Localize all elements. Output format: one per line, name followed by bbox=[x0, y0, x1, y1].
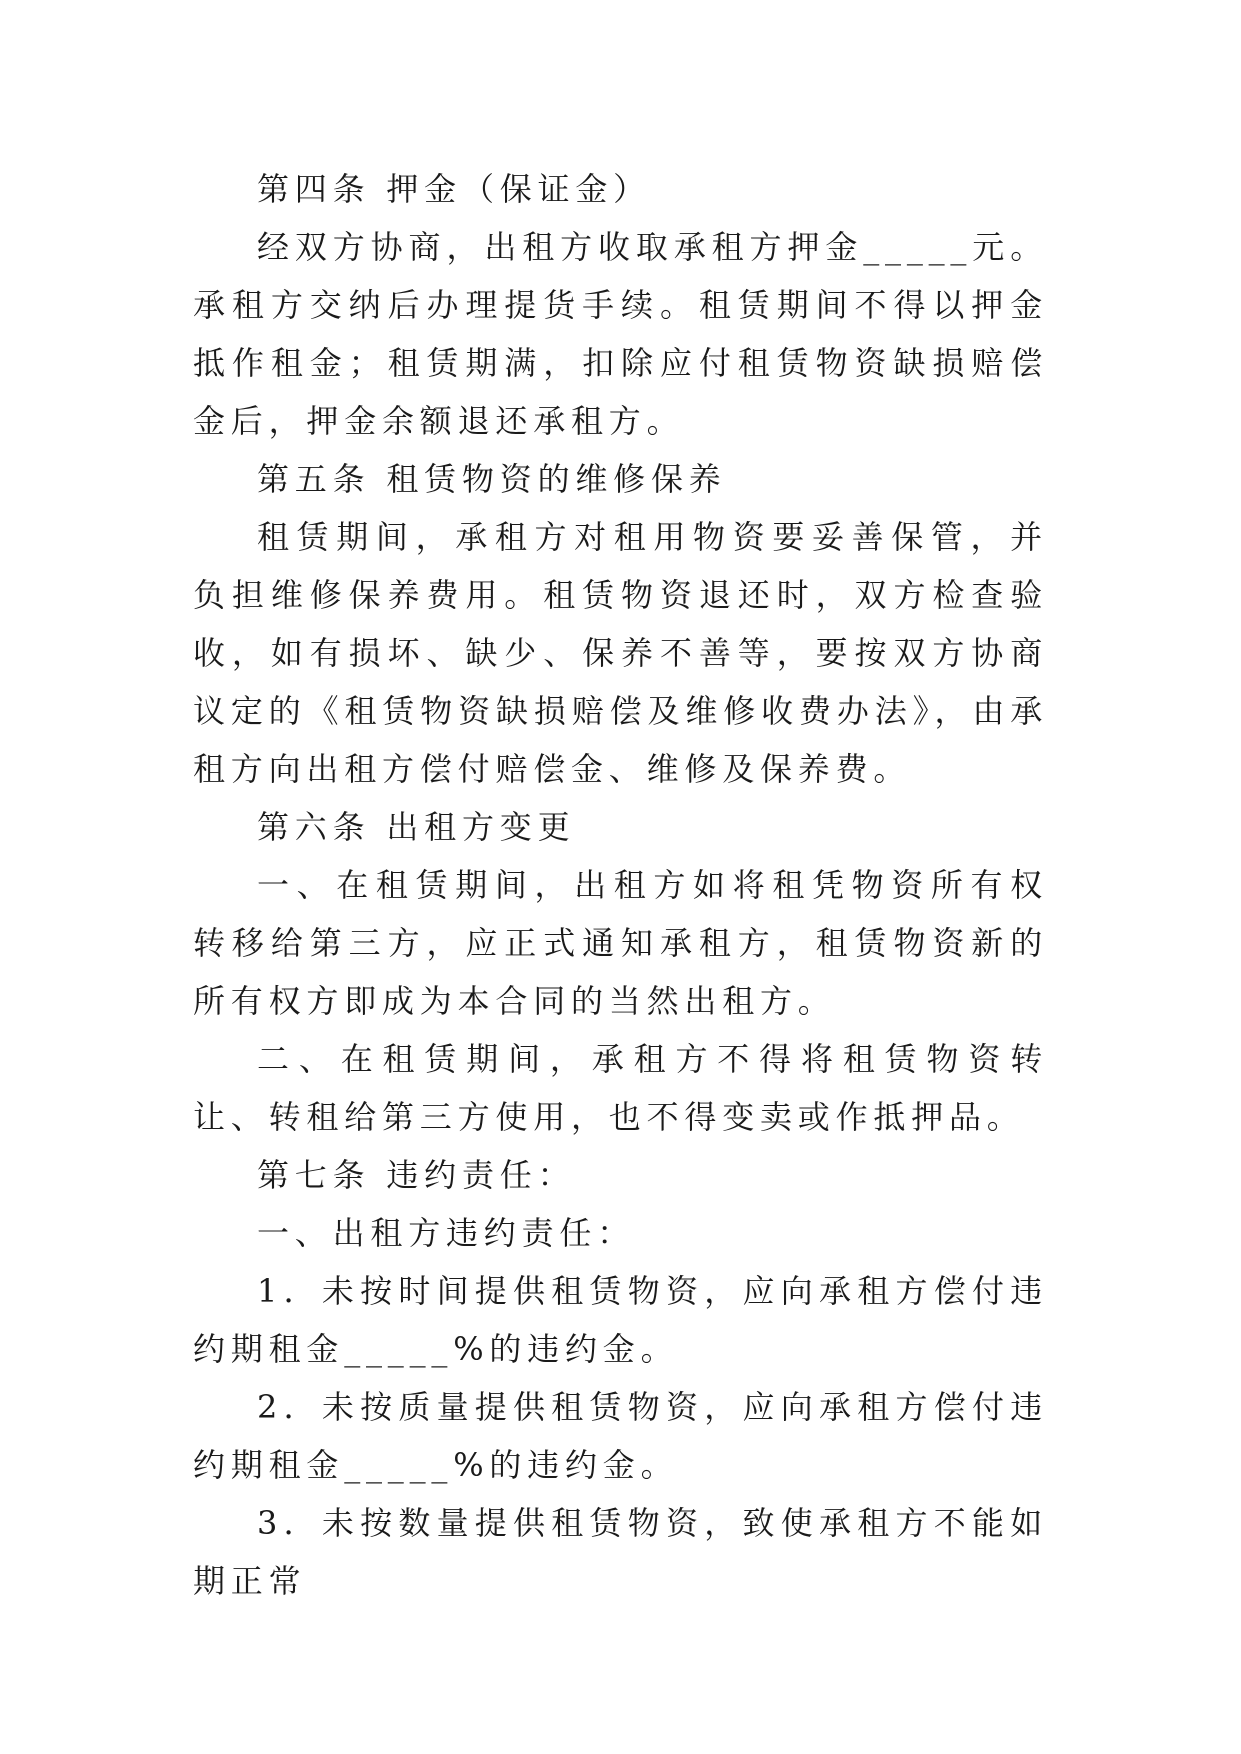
article-7-item-3: 3．未按数量提供租赁物资，致使承租方不能如期正常 bbox=[193, 1504, 1048, 1600]
document-body bbox=[193, 160, 1048, 1610]
article-5-heading: 第五条 租赁物资的维修保养 bbox=[257, 460, 727, 498]
article-7-item-1: 1．未按时间提供租赁物资，应向承租方偿付违约期租金_____%的违约金。 bbox=[193, 1272, 1048, 1368]
article-4-text: 经双方协商，出租方收取承租方押金_____元。承租方交纳后办理提货手续。租赁期间不得以押金抵作租金；租赁期满，扣除应付租赁物资缺损赔偿金后，押金余额退还承租方。 bbox=[193, 228, 1048, 440]
article-5-text: 租赁期间，承租方对租用物资要妥善保管，并负担维修保养费用。租赁物资退还时，双方检查验收，如有损坏、缺少、保养不善等，要按双方协商议定的《租赁物资缺损赔偿及维修收费办法》，由承租方向出租方偿付赔偿金、维修及保养费。 bbox=[193, 518, 1048, 788]
article-6-clause-2: 二、在租赁期间，承租方不得将租赁物资转让、转租给第三方使用，也不得变卖或作抵押品。 bbox=[193, 1040, 1048, 1136]
article-6-heading: 第六条 出租方变更 bbox=[257, 808, 576, 846]
article-6-clause-1: 一、在租赁期间，出租方如将租凭物资所有权转移给第三方，应正式通知承租方，租赁物资新的所有权方即成为本合同的当然出租方。 bbox=[193, 866, 1048, 1020]
article-7-section-1-heading: 一、出租方违约责任： bbox=[257, 1214, 636, 1252]
article-7-item-2: 2．未按质量提供租赁物资，应向承租方偿付违约期租金_____%的违约金。 bbox=[193, 1388, 1048, 1484]
article-4-heading: 第四条 押金（保证金） bbox=[257, 170, 651, 208]
article-7-heading: 第七条 违约责任： bbox=[257, 1156, 576, 1194]
